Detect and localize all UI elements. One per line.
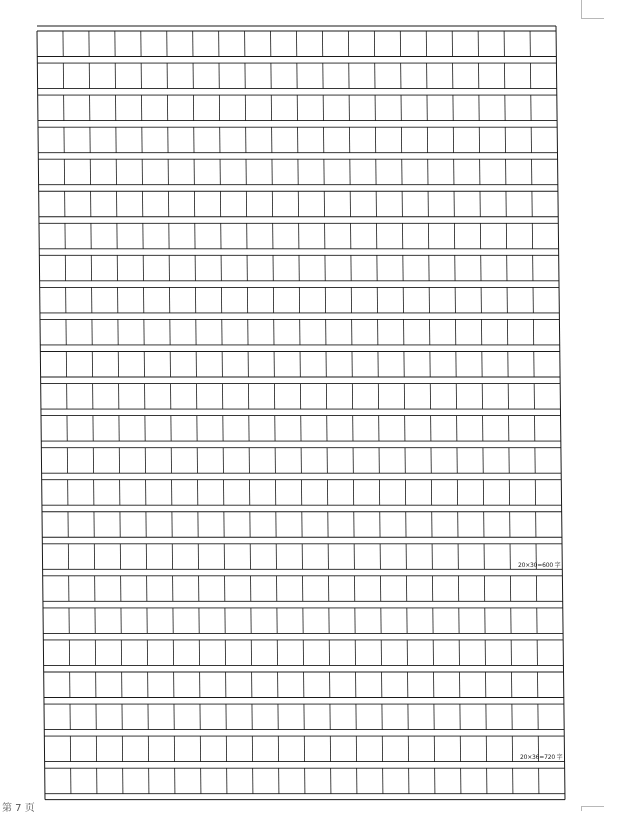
character-count-label-600: 20×30=600 字 xyxy=(518,560,560,569)
character-count-label-720: 20×36=720 字 xyxy=(520,752,562,761)
page-number-footer: 第 7 页 xyxy=(2,799,35,814)
grid-outer-right-border xyxy=(556,26,565,800)
